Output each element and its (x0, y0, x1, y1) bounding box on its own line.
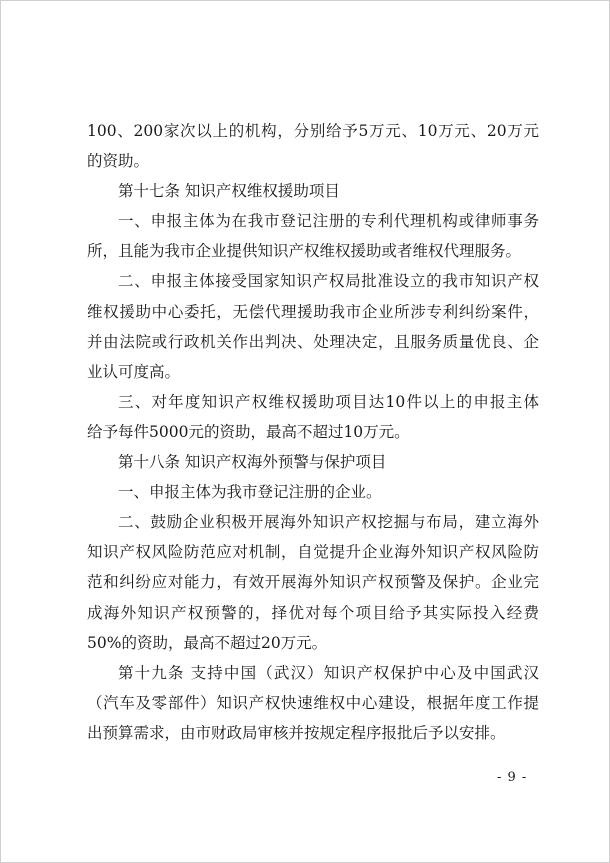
text-line: 二、鼓励企业积极开展海外知识产权挖掘与布局，建立海外 (118, 513, 539, 532)
text-line: 给予每件5000元的资助，最高不超过10万元。 (87, 422, 410, 441)
text-line: 业认可度高。 (87, 362, 181, 381)
text-line: 第十八条 知识产权海外预警与保护项目 (118, 453, 387, 472)
text-line: 100、200家次以上的机构，分别给予5万元、10万元、20万元 (87, 122, 539, 140)
text-line: 第十九条 支持中国（武汉）知识产权保护中心及中国武汉 (118, 663, 539, 682)
text-line: 出预算需求，由市财政局审核并按规定程序报批后予以安排。 (87, 723, 506, 742)
text-line: 成海外知识产权预警的，择优对每个项目给予其实际投入经费 (87, 603, 539, 622)
text-line: 维权援助中心委托，无偿代理援助我市企业所涉专利纠纷案件， (87, 302, 539, 321)
text-line: 第十七条 知识产权维权援助项目 (118, 182, 340, 201)
text-line: 并由法院或行政机关作出判决、处理决定，且服务质量优良、企 (87, 332, 539, 351)
document-body (87, 116, 539, 748)
text-line: （汽车及零部件）知识产权快速维权中心建设，根据年度工作提 (87, 693, 539, 712)
text-line: 的资助。 (87, 152, 150, 171)
text-line: 50%的资助，最高不超过20万元。 (87, 633, 328, 652)
page-number: - 9 - (497, 770, 528, 785)
text-line: 所，且能为我市企业提供知识产权维权援助或者维权代理服务。 (87, 242, 522, 261)
text-line: 一、申报主体为我市登记注册的企业。 (118, 483, 382, 502)
text-line: 二、申报主体接受国家知识产权局批准设立的我市知识产权 (118, 272, 539, 291)
text-line: 三、对年度知识产权维权援助项目达10件以上的申报主体 (118, 392, 539, 411)
text-line: 知识产权风险防范应对机制，自觉提升企业海外知识产权风险防 (87, 543, 539, 562)
text-line: 一、申报主体为在我市登记注册的专利代理机构或律师事务 (118, 212, 539, 231)
text-line: 范和纠纷应对能力，有效开展海外知识产权预警及保护。企业完 (87, 573, 539, 592)
